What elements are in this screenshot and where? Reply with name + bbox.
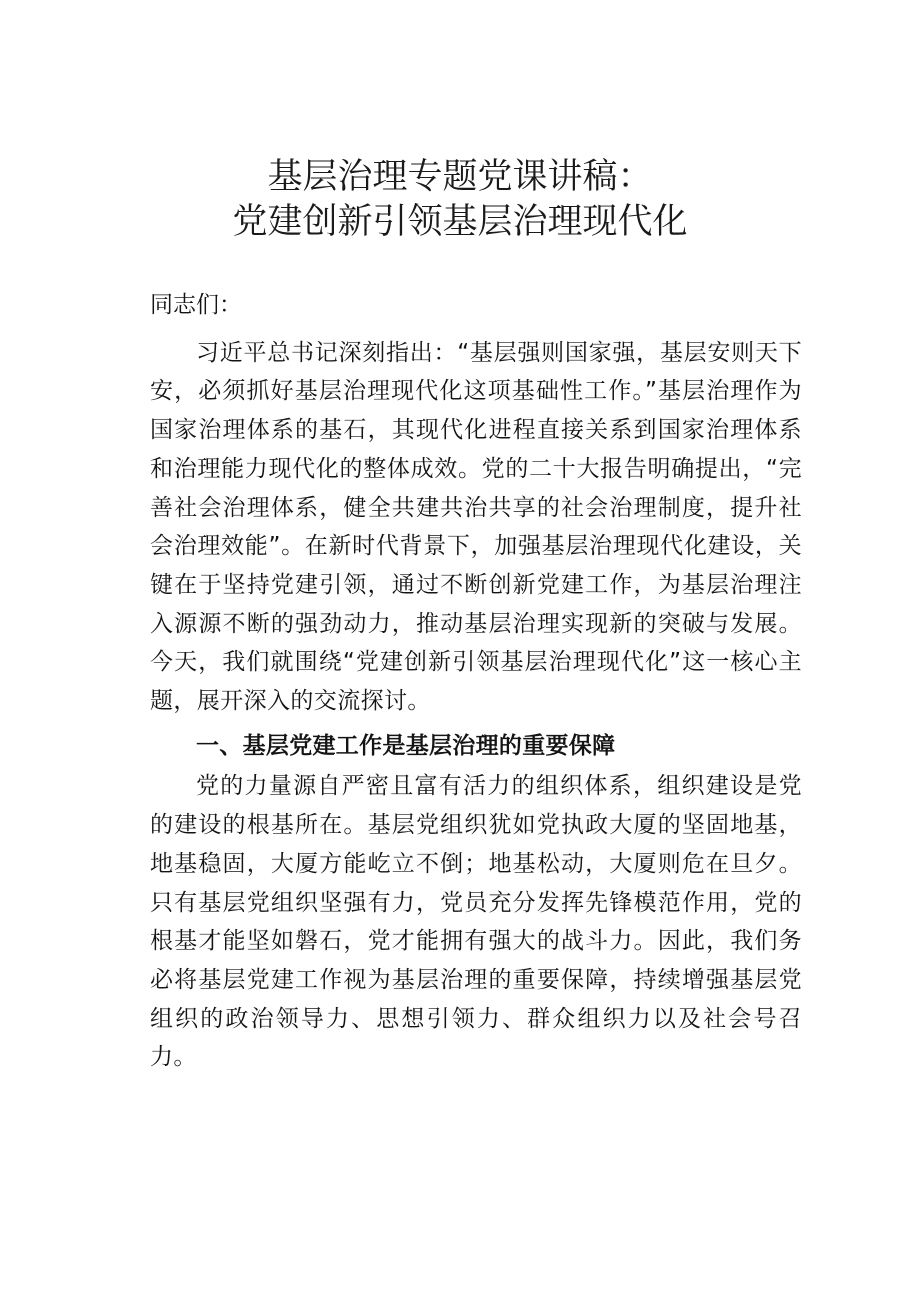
- document-body: [150, 286, 802, 1077]
- document-title: [0, 155, 920, 245]
- intro-paragraph: 习近平总书记深刻指出：“基层强则国家强，基层安则天下安，必须抓好基层治理现代化这项基础性工作。”基层治理作为国家治理体系的基石，其现代化进程直接关系到国家治理体系和治理能力现代化的整体成效。党的二十大报告明确提出，“完善社会治理体系，健全共建共治共享的社会治理制度，提升社会治理效能”。在新时代背景下，加强基层治理现代化建设，关键在于坚持党建引领，通过不断创新党建工作，为基层治理注入源源不断的强劲动力，推动基层治理实现新的突破与发展。今天，我们就围绕“党建创新引领基层治理现代化”这一核心主题，展开深入的交流探讨。: [150, 339, 802, 715]
- title-line-1: 基层治理专题党课讲稿：: [267, 157, 653, 197]
- section-heading-1: 一、基层党建工作是基层治理的重要保障: [196, 732, 616, 759]
- section-1-paragraph: 党的力量源自严密且富有活力的组织体系，组织建设是党的建设的根基所在。基层党组织犹如党执政大厦的坚固地基，地基稳固，大厦方能屹立不倒；地基松动，大厦则危在旦夕。只有基层党组织坚强有力，党员充分发挥先锋模范作用，党的根基才能坚如磐石，党才能拥有强大的战斗力。因此，我们务必将基层党建工作视为基层治理的重要保障，持续增强基层党组织的政治领导力、思想引领力、群众组织力以及社会号召力。: [150, 773, 802, 1071]
- salutation: 同志们：: [150, 292, 242, 318]
- title-line-2: 党建创新引领基层治理现代化: [232, 202, 688, 242]
